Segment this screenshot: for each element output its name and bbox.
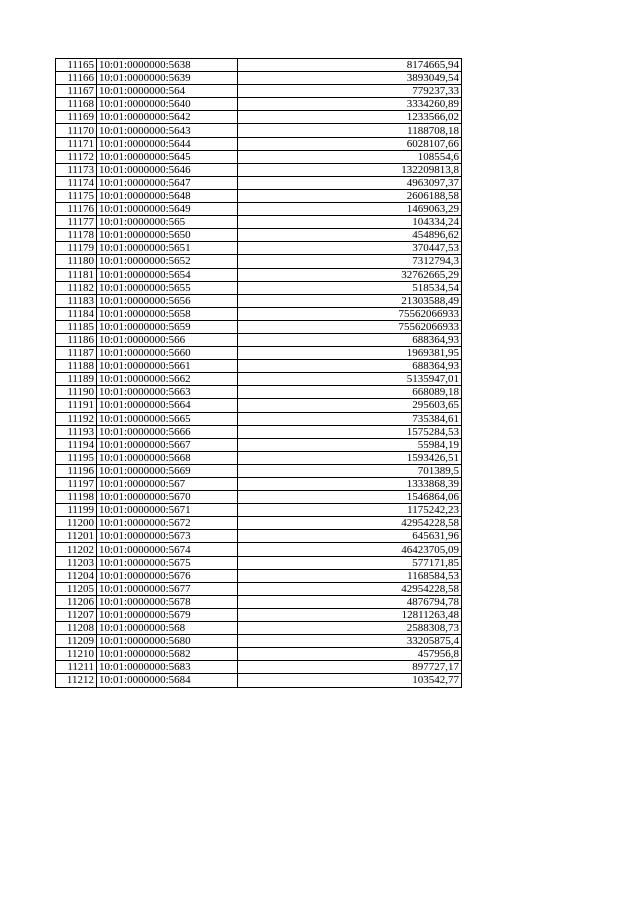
cadastral-number-cell: 10:01:0000000:5682 [97, 648, 238, 661]
cadastral-number-cell: 10:01:0000000:5651 [97, 242, 238, 255]
table-row [56, 307, 462, 320]
table-row [56, 504, 462, 517]
value-cell: 577171,85 [238, 556, 462, 569]
cadastral-number-cell: 10:01:0000000:568 [97, 622, 238, 635]
cadastral-number-cell: 10:01:0000000:5643 [97, 124, 238, 137]
value-cell: 32762665,29 [238, 268, 462, 281]
cadastral-number-cell: 10:01:0000000:5654 [97, 268, 238, 281]
cadastral-number-cell: 10:01:0000000:5683 [97, 661, 238, 674]
table-row [56, 216, 462, 229]
cadastral-number-cell: 10:01:0000000:5676 [97, 569, 238, 582]
table-body [56, 59, 462, 688]
value-cell: 108554,6 [238, 150, 462, 163]
value-cell: 4876794,78 [238, 595, 462, 608]
cadastral-number-cell: 10:01:0000000:5679 [97, 608, 238, 621]
table-row [56, 556, 462, 569]
cadastral-number-cell: 10:01:0000000:5672 [97, 517, 238, 530]
row-number-cell: 11180 [56, 255, 97, 268]
row-number-cell: 11175 [56, 189, 97, 202]
table-row [56, 137, 462, 150]
row-number-cell: 11188 [56, 360, 97, 373]
table-row [56, 85, 462, 98]
value-cell: 688364,93 [238, 360, 462, 373]
cadastral-number-cell: 10:01:0000000:5648 [97, 189, 238, 202]
table-row [56, 150, 462, 163]
row-number-cell: 11166 [56, 72, 97, 85]
value-cell: 1969381,95 [238, 347, 462, 360]
value-cell: 779237,33 [238, 85, 462, 98]
row-number-cell: 11208 [56, 622, 97, 635]
value-cell: 295603,65 [238, 399, 462, 412]
value-cell: 1593426,51 [238, 451, 462, 464]
table-row [56, 412, 462, 425]
value-cell: 33205875,4 [238, 635, 462, 648]
cadastral-number-cell: 10:01:0000000:5647 [97, 176, 238, 189]
value-cell: 8174665,94 [238, 59, 462, 72]
row-number-cell: 11183 [56, 294, 97, 307]
cadastral-number-cell: 10:01:0000000:5661 [97, 360, 238, 373]
table-row [56, 72, 462, 85]
cadastral-number-cell: 10:01:0000000:5662 [97, 373, 238, 386]
value-cell: 2606188,58 [238, 189, 462, 202]
row-number-cell: 11200 [56, 517, 97, 530]
table-row [56, 517, 462, 530]
row-number-cell: 11176 [56, 203, 97, 216]
table-row [56, 622, 462, 635]
row-number-cell: 11170 [56, 124, 97, 137]
table-row [56, 543, 462, 556]
cadastral-number-cell: 10:01:0000000:5652 [97, 255, 238, 268]
row-number-cell: 11184 [56, 307, 97, 320]
cadastral-number-cell: 10:01:0000000:5659 [97, 320, 238, 333]
cadastral-number-cell: 10:01:0000000:5650 [97, 229, 238, 242]
row-number-cell: 11211 [56, 661, 97, 674]
row-number-cell: 11178 [56, 229, 97, 242]
value-cell: 2588308,73 [238, 622, 462, 635]
cadastral-number-cell: 10:01:0000000:5639 [97, 72, 238, 85]
value-cell: 1546864,06 [238, 491, 462, 504]
cadastral-number-cell: 10:01:0000000:5677 [97, 582, 238, 595]
value-cell: 75562066933 [238, 307, 462, 320]
value-cell: 12811263,48 [238, 608, 462, 621]
row-number-cell: 11177 [56, 216, 97, 229]
row-number-cell: 11206 [56, 595, 97, 608]
value-cell: 457956,8 [238, 648, 462, 661]
table-row [56, 294, 462, 307]
table-row [56, 111, 462, 124]
row-number-cell: 11190 [56, 386, 97, 399]
value-cell: 735384,61 [238, 412, 462, 425]
cadastral-number-cell: 10:01:0000000:5646 [97, 163, 238, 176]
value-cell: 1469063,29 [238, 203, 462, 216]
cadastral-number-cell: 10:01:0000000:5684 [97, 674, 238, 687]
row-number-cell: 11204 [56, 569, 97, 582]
table-row [56, 438, 462, 451]
table-row [56, 491, 462, 504]
row-number-cell: 11171 [56, 137, 97, 150]
value-cell: 55984,19 [238, 438, 462, 451]
value-cell: 4963097,37 [238, 176, 462, 189]
row-number-cell: 11193 [56, 425, 97, 438]
cadastral-number-cell: 10:01:0000000:5680 [97, 635, 238, 648]
table-row [56, 464, 462, 477]
row-number-cell: 11165 [56, 59, 97, 72]
row-number-cell: 11209 [56, 635, 97, 648]
row-number-cell: 11169 [56, 111, 97, 124]
cadastral-number-cell: 10:01:0000000:5645 [97, 150, 238, 163]
cadastral-number-cell: 10:01:0000000:5642 [97, 111, 238, 124]
table-row [56, 255, 462, 268]
row-number-cell: 11195 [56, 451, 97, 464]
table-row [56, 399, 462, 412]
value-cell: 75562066933 [238, 320, 462, 333]
cadastral-number-cell: 10:01:0000000:5664 [97, 399, 238, 412]
row-number-cell: 11201 [56, 530, 97, 543]
value-cell: 3893049,54 [238, 72, 462, 85]
value-cell: 701389,5 [238, 464, 462, 477]
table-row [56, 386, 462, 399]
table-row [56, 569, 462, 582]
value-cell: 370447,53 [238, 242, 462, 255]
row-number-cell: 11182 [56, 281, 97, 294]
cadastral-number-cell: 10:01:0000000:5670 [97, 491, 238, 504]
row-number-cell: 11173 [56, 163, 97, 176]
row-number-cell: 11172 [56, 150, 97, 163]
row-number-cell: 11186 [56, 333, 97, 346]
value-cell: 6028107,66 [238, 137, 462, 150]
cadastral-number-cell: 10:01:0000000:565 [97, 216, 238, 229]
cadastral-number-cell: 10:01:0000000:5656 [97, 294, 238, 307]
table-row [56, 242, 462, 255]
value-cell: 1175242,23 [238, 504, 462, 517]
cadastral-number-cell: 10:01:0000000:5665 [97, 412, 238, 425]
row-number-cell: 11179 [56, 242, 97, 255]
table-row [56, 124, 462, 137]
table-row [56, 176, 462, 189]
row-number-cell: 11212 [56, 674, 97, 687]
value-cell: 645631,96 [238, 530, 462, 543]
value-cell: 1168584,53 [238, 569, 462, 582]
table-row [56, 425, 462, 438]
table-row [56, 98, 462, 111]
row-number-cell: 11205 [56, 582, 97, 595]
row-number-cell: 11167 [56, 85, 97, 98]
table-row [56, 674, 462, 687]
table-row [56, 373, 462, 386]
table-row [56, 203, 462, 216]
cadastral-number-cell: 10:01:0000000:566 [97, 333, 238, 346]
cadastral-number-cell: 10:01:0000000:5638 [97, 59, 238, 72]
row-number-cell: 11189 [56, 373, 97, 386]
row-number-cell: 11194 [56, 438, 97, 451]
value-cell: 688364,93 [238, 333, 462, 346]
row-number-cell: 11192 [56, 412, 97, 425]
row-number-cell: 11168 [56, 98, 97, 111]
cadastral-number-cell: 10:01:0000000:5671 [97, 504, 238, 517]
value-cell: 46423705,09 [238, 543, 462, 556]
cadastral-number-cell: 10:01:0000000:5644 [97, 137, 238, 150]
row-number-cell: 11196 [56, 464, 97, 477]
value-cell: 454896,62 [238, 229, 462, 242]
cadastral-number-cell: 10:01:0000000:5666 [97, 425, 238, 438]
value-cell: 132209813,8 [238, 163, 462, 176]
cadastral-number-cell: 10:01:0000000:5663 [97, 386, 238, 399]
table-row [56, 281, 462, 294]
row-number-cell: 11202 [56, 543, 97, 556]
table-row [56, 59, 462, 72]
table-row [56, 360, 462, 373]
value-cell: 42954228,58 [238, 517, 462, 530]
cadastral-number-cell: 10:01:0000000:5649 [97, 203, 238, 216]
value-cell: 21303588,49 [238, 294, 462, 307]
row-number-cell: 11187 [56, 347, 97, 360]
row-number-cell: 11191 [56, 399, 97, 412]
row-number-cell: 11185 [56, 320, 97, 333]
value-cell: 103542,77 [238, 674, 462, 687]
row-number-cell: 11181 [56, 268, 97, 281]
value-cell: 7312794,3 [238, 255, 462, 268]
table-row [56, 595, 462, 608]
cadastral-number-cell: 10:01:0000000:5660 [97, 347, 238, 360]
cadastral-number-cell: 10:01:0000000:5674 [97, 543, 238, 556]
value-cell: 5135947,01 [238, 373, 462, 386]
cadastral-number-cell: 10:01:0000000:5667 [97, 438, 238, 451]
row-number-cell: 11199 [56, 504, 97, 517]
table-row [56, 608, 462, 621]
value-cell: 3334260,89 [238, 98, 462, 111]
cadastral-number-cell: 10:01:0000000:5673 [97, 530, 238, 543]
row-number-cell: 11198 [56, 491, 97, 504]
value-cell: 518534,54 [238, 281, 462, 294]
table-row [56, 229, 462, 242]
table-row [56, 320, 462, 333]
value-cell: 104334,24 [238, 216, 462, 229]
row-number-cell: 11174 [56, 176, 97, 189]
cadastral-number-cell: 10:01:0000000:5658 [97, 307, 238, 320]
table-row [56, 582, 462, 595]
cadastral-number-cell: 10:01:0000000:5655 [97, 281, 238, 294]
row-number-cell: 11203 [56, 556, 97, 569]
table-row [56, 661, 462, 674]
value-cell: 1575284,53 [238, 425, 462, 438]
value-cell: 897727,17 [238, 661, 462, 674]
cadastral-number-cell: 10:01:0000000:567 [97, 478, 238, 491]
table-row [56, 189, 462, 202]
table-row [56, 635, 462, 648]
cadastral-number-cell: 10:01:0000000:5675 [97, 556, 238, 569]
cadastral-number-cell: 10:01:0000000:5668 [97, 451, 238, 464]
cadastral-number-cell: 10:01:0000000:5669 [97, 464, 238, 477]
row-number-cell: 11207 [56, 608, 97, 621]
row-number-cell: 11210 [56, 648, 97, 661]
table-row [56, 333, 462, 346]
cadastral-number-cell: 10:01:0000000:5640 [97, 98, 238, 111]
table-row [56, 163, 462, 176]
table-row [56, 347, 462, 360]
value-cell: 42954228,58 [238, 582, 462, 595]
value-cell: 1188708,18 [238, 124, 462, 137]
cadastral-number-cell: 10:01:0000000:5678 [97, 595, 238, 608]
value-cell: 1233566,02 [238, 111, 462, 124]
value-cell: 668089,18 [238, 386, 462, 399]
table-row [56, 478, 462, 491]
table-row [56, 268, 462, 281]
table-row [56, 648, 462, 661]
cadastral-number-cell: 10:01:0000000:564 [97, 85, 238, 98]
data-table [55, 58, 462, 688]
row-number-cell: 11197 [56, 478, 97, 491]
table-row [56, 530, 462, 543]
value-cell: 1333868,39 [238, 478, 462, 491]
table-row [56, 451, 462, 464]
